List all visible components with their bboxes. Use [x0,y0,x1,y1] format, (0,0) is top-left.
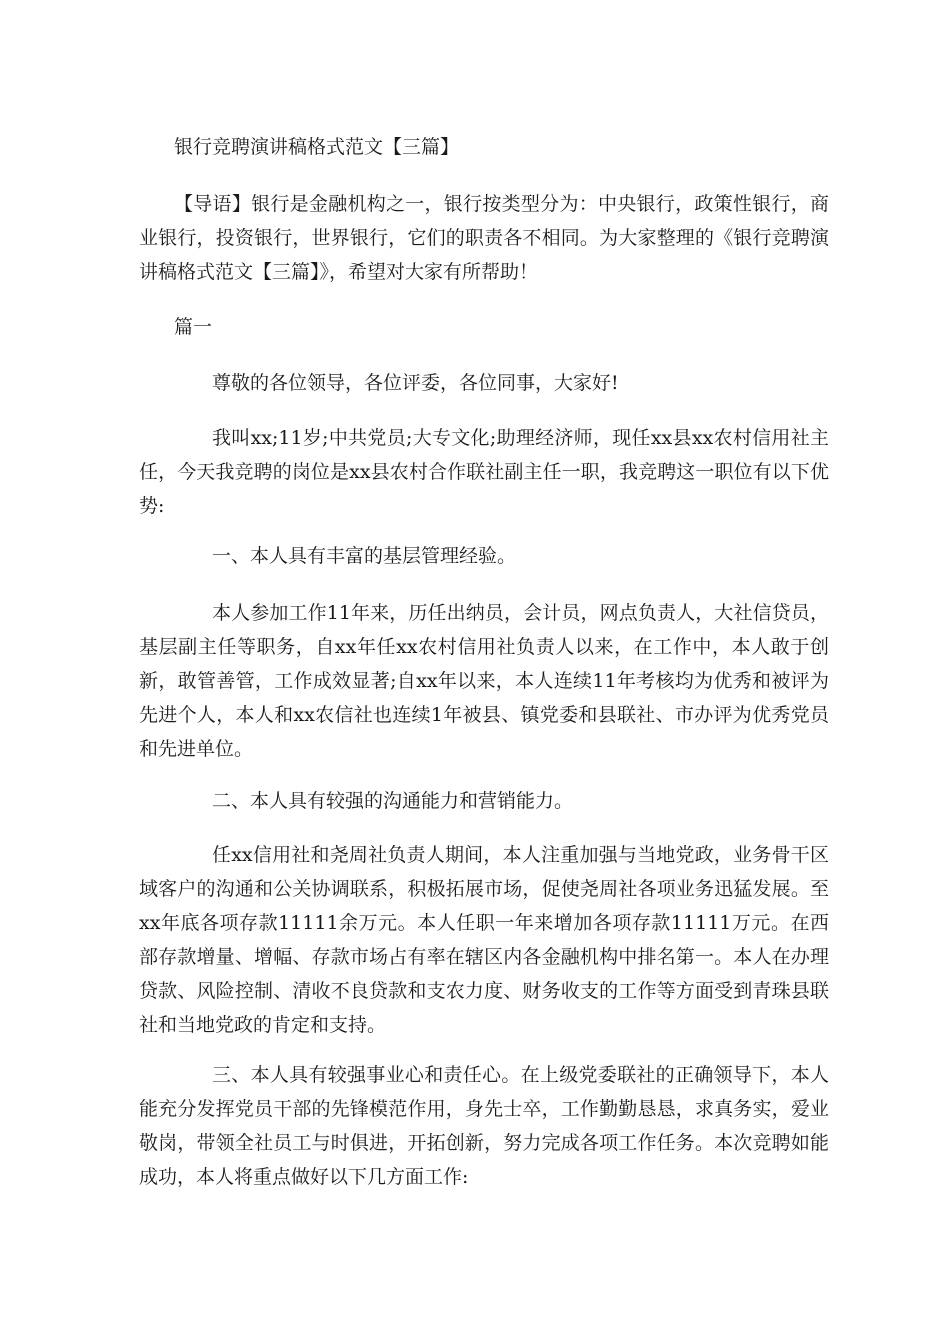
greeting-paragraph: 尊敬的各位领导，各位评委，各位同事，大家好! [212,372,619,394]
heading-communication-ability: 二、本人具有较强的沟通能力和营销能力。 [212,790,574,812]
document-title: 银行竞聘演讲稿格式范文【三篇】 [174,136,460,158]
self-introduction-paragraph: 我叫xx;11岁;中共党员;大专文化;助理经济师，现任xx县xx农村信用社主任，今天我竞聘的岗位是xx县农村合作联社副主任一职，我竞聘这一职位有以下优势: [139,427,829,517]
experience-paragraph: 本人参加工作11年来，历任出纳员，会计员，网点负责人，大社信贷员，基层副主任等职务，自xx年任xx农村信用社负责人以来，在工作中，本人敢于创新，敢管善管，工作成效显著;自xx年以来，本人连续11年考核均为优秀和被评为先进个人，本人和xx农信社也连续1年被县、镇党委和县联社、市办评为优秀党员和先进单位。 [139,602,829,760]
section-label: 篇一 [174,316,213,338]
intro-paragraph: 【导语】银行是金融机构之一，银行按类型分为：中央银行，政策性银行，商业银行，投资银行，世界银行，它们的职责各不相同。为大家整理的《银行竞聘演讲稿格式范文【三篇】》，希望对大家有所帮助！ [139,193,829,283]
responsibility-paragraph: 三、本人具有较强事业心和责任心。在上级党委联社的正确领导下，本人能充分发挥党员干部的先锋模范作用，身先士卒，工作勤勤恳恳，求真务实，爱业敬岗，带领全社员工与时俱进，开拓创新，努力完成各项工作任务。本次竞聘如能成功，本人将重点做好以下几方面工作: [139,1064,829,1188]
communication-paragraph: 任xx信用社和尧周社负责人期间，本人注重加强与当地党政，业务骨干区域客户的沟通和公关协调联系，积极拓展市场，促使尧周社各项业务迅猛发展。至xx年底各项存款11111余万元。本人任职一年来增加各项存款11111万元。在西部存款增量、增幅、存款市场占有率在辖区内各金融机构中排名第一。本人在办理贷款、风险控制、清收不良贷款和支农力度、财务收支的工作等方面受到青珠县联社和当地党政的肯定和支持。 [139,844,829,1036]
heading-management-experience: 一、本人具有丰富的基层管理经验。 [212,545,517,567]
